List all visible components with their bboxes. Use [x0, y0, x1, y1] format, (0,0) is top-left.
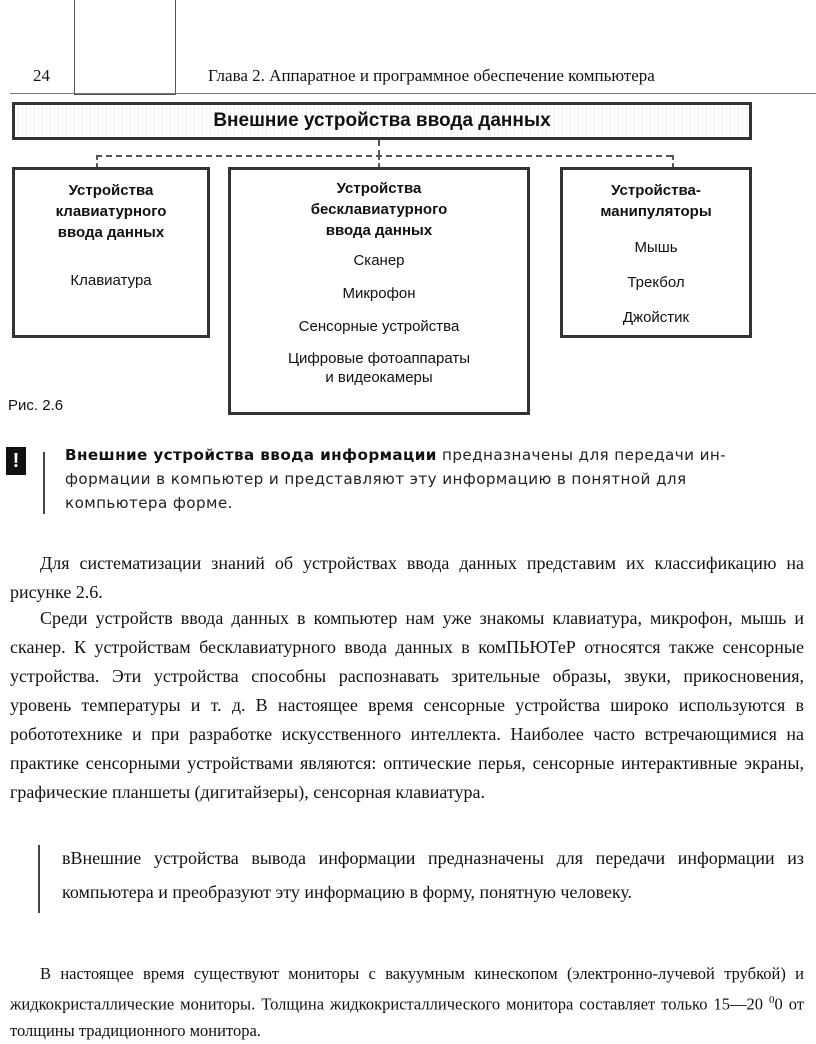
diagram-connector-horizontal [96, 155, 672, 157]
category-title-line: манипуляторы [600, 203, 712, 220]
category-nonkeyboard-title [231, 170, 527, 241]
paragraph-1 [10, 549, 804, 607]
paragraph-2-text: Среди устройств ввода данных в компьютер нам уже знакомы клавиатура, микрофон, мышь и сканер. К устройствам бесклавиатурного ввода данных в комПЬЮТеР относятся также сенсорные устройства. Эти устройства способны распознавать зрительные образы, звуки, прикосновения, уровень температуры и т. д. В настоящее время сенсорные устройства широко используются в робототехнике и при разработке искусственного интеллекта. Наиболее часто встречающимися на практике сенсорными устройствами являются: оптические перья, сенсорные интерактивные экраны, графические планшеты (дигитайзеры), сенсорная клавиатура. [10, 608, 804, 802]
diagram-root-label: Внешние устройства ввода данных [213, 110, 551, 131]
paragraph-4-superscript: 0 [768, 994, 775, 1006]
exclamation-icon: ! [6, 447, 26, 475]
category-item: Трекбол [627, 274, 685, 291]
category-title-line: Устройства- [611, 182, 701, 199]
category-title-line: клавиатурного [55, 203, 167, 220]
category-title-line: ввода данных [325, 222, 433, 239]
paragraph-3: вВнешние устройства вывода информации предназначены для передачи информации из компьютера и преобразуют эту информацию в форму, понятную человеку. [62, 848, 804, 902]
header-divider [10, 93, 816, 94]
diagram-root-box [12, 102, 752, 140]
chapter-title: Глава 2. Аппаратное и программное обеспечение компьютера [208, 66, 655, 85]
category-item: и видеокамеры [325, 369, 433, 386]
page-tab-box [74, 0, 176, 95]
category-manipulators [560, 167, 752, 338]
output-note-side-bar [38, 845, 40, 913]
category-keyboard-title [15, 170, 207, 243]
category-manipulators-title [563, 170, 749, 222]
note-text [65, 443, 751, 515]
category-item: Сканер [353, 252, 405, 269]
page-number: 24 [33, 66, 50, 85]
category-title-line: бесклавиатурного [310, 201, 448, 218]
paragraph-4-tail: 0 от толщины традиционного монитора. [10, 994, 804, 1040]
category-title-line: Устройства [336, 180, 422, 197]
category-title-line: Устройства [68, 182, 154, 199]
diagram-connector-root [378, 140, 380, 156]
figure-caption: Рис. 2.6 [8, 397, 64, 414]
category-title-line: ввода данных [57, 224, 165, 241]
category-keyboard-input [12, 167, 210, 338]
category-item: Джойстик [622, 309, 690, 326]
paragraph-4 [10, 961, 804, 1044]
category-item: Микрофон [342, 285, 416, 302]
paragraph-4-text: В настоящее время существуют мониторы с вакуумным кинескопом (электронно-лучевой трубкой) и жидкокристаллические мониторы. Толщина жидкокристаллического монитора составляет только 15—20 [10, 964, 804, 1014]
note-rest: предназначены для передачи информации в компьютер и представляют эту информацию в понятной для компьютера форме. [65, 446, 726, 512]
category-item: Клавиатура [70, 272, 152, 289]
category-item: Цифровые фотоаппараты [287, 350, 471, 367]
category-nonkeyboard-input [228, 167, 530, 415]
paragraph-1-text: Для систематизации знаний об устройствах ввода данных представим их классификацию на рисунке 2.6. [10, 553, 804, 602]
category-item: Мышь [634, 239, 678, 256]
paragraph-2 [10, 604, 804, 807]
category-item: Сенсорные устройства [298, 318, 460, 335]
note-side-bar [43, 452, 45, 514]
note-bold-term: Внешние устройства ввода информации [65, 446, 437, 464]
